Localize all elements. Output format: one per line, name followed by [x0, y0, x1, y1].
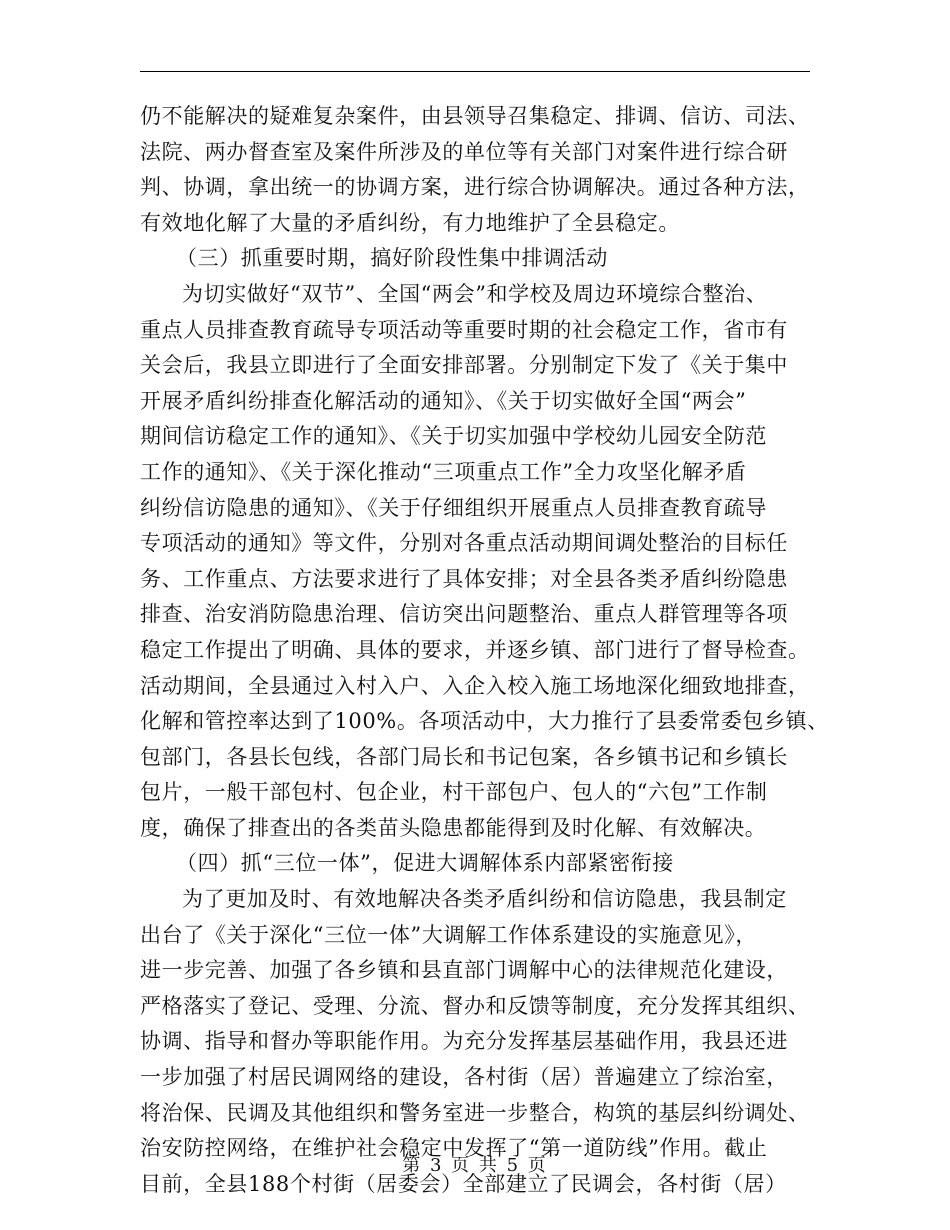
paragraph-first-line: 为切实做好“双节”、全国“两会”和学校及周边环境综合整治、 — [182, 281, 768, 306]
section-heading: （四）抓“三位一体”，促进大调解体系内部紧密衔接 — [176, 851, 674, 876]
text-line: 期间信访稳定工作的通知》、《关于切实加强中学校幼儿园安全防范 — [140, 424, 767, 449]
section-heading: （三）抓重要时期，搞好阶段性集中排调活动 — [176, 246, 608, 271]
text-line: 法院、两办督查室及案件所涉及的单位等有关部门对案件进行综合研 — [140, 139, 788, 164]
text-line: 将治保、民调及其他组织和警务室进一步整合，构筑的基层纠纷调处、 — [140, 1100, 810, 1125]
text-line: 治安防控网络，在维护社会稳定中发挥了“第一道防线”作用。截止 — [140, 1136, 768, 1161]
text-line: 活动期间，全县通过入村入户、入企入校入施工场地深化细致地排查， — [140, 673, 810, 698]
text-line: 开展矛盾纠纷排查化解活动的通知》、《关于切实做好全国“两会” — [140, 388, 747, 413]
page-number-footer: 第 3 页 共 5 页 — [402, 1155, 548, 1176]
text-line: 排查、治安消防隐患治理、信访突出问题整治、重点人群管理等各项 — [140, 602, 788, 627]
text-line: 有效地化解了大量的矛盾纠纷，有力地维护了全县稳定。 — [140, 210, 680, 235]
text-line: 目前，全县188个村街（居委会）全部建立了民调会，各村街（居） — [140, 1171, 787, 1196]
text-line: 化解和管控率达到了100%。各项活动中，大力推行了县委常委包乡镇、 — [140, 709, 829, 734]
text-line: 专项活动的通知》等文件，分别对各重点活动期间调处整治的目标任 — [140, 531, 788, 556]
text-line: 重点人员排查教育疏导专项活动等重要时期的社会稳定工作，省市有 — [140, 317, 788, 342]
paragraph-first-line: 为了更加及时、有效地解决各类矛盾纠纷和信访隐患，我县制定 — [182, 887, 787, 912]
text-line: 工作的通知》、《关于深化推动“三项重点工作”全力攻坚化解矛盾 — [140, 459, 747, 484]
text-line: 出台了《关于深化“三位一体”大调解工作体系建设的实施意见》， — [140, 922, 757, 947]
text-line: 严格落实了登记、受理、分流、督办和反馈等制度，充分发挥其组织、 — [140, 993, 810, 1018]
text-line: 协调、指导和督办等职能作用。为充分发挥基层基础作用，我县还进 — [140, 1029, 788, 1054]
text-line: 判、协调，拿出统一的协调方案，进行综合协调解决。通过各种方法， — [140, 175, 810, 200]
text-line: 仍不能解决的疑难复杂案件，由县领导召集稳定、排调、信访、司法、 — [140, 104, 810, 128]
text-line: 进一步完善、加强了各乡镇和县直部门调解中心的法律规范化建设， — [140, 958, 788, 983]
text-line: 包片，一般干部包村、包企业，村干部包户、包人的“六包”工作制 — [140, 780, 768, 805]
text-line: 务、工作重点、方法要求进行了具体安排；对全县各类矛盾纠纷隐患 — [140, 566, 788, 591]
text-line: 关会后，我县立即进行了全面安排部署。分别制定下发了《关于集中 — [140, 353, 788, 378]
text-line: 一步加强了村居民调网络的建设，各村街（居）普遍建立了综治室， — [140, 1065, 788, 1090]
text-line: 纠纷信访隐患的通知》、《关于仔细组织开展重点人员排查教育疏导 — [140, 495, 767, 520]
text-line: 包部门，各县长包线，各部门局长和书记包案，各乡镇书记和乡镇长 — [140, 744, 788, 769]
document-body — [140, 99, 829, 1202]
text-line: 度，确保了排查出的各类苗头隐患都能得到及时化解、有效解决。 — [140, 815, 767, 840]
text-line: 稳定工作提出了明确、具体的要求，并逐乡镇、部门进行了督导检查。 — [140, 637, 810, 662]
header-rule — [140, 71, 810, 72]
